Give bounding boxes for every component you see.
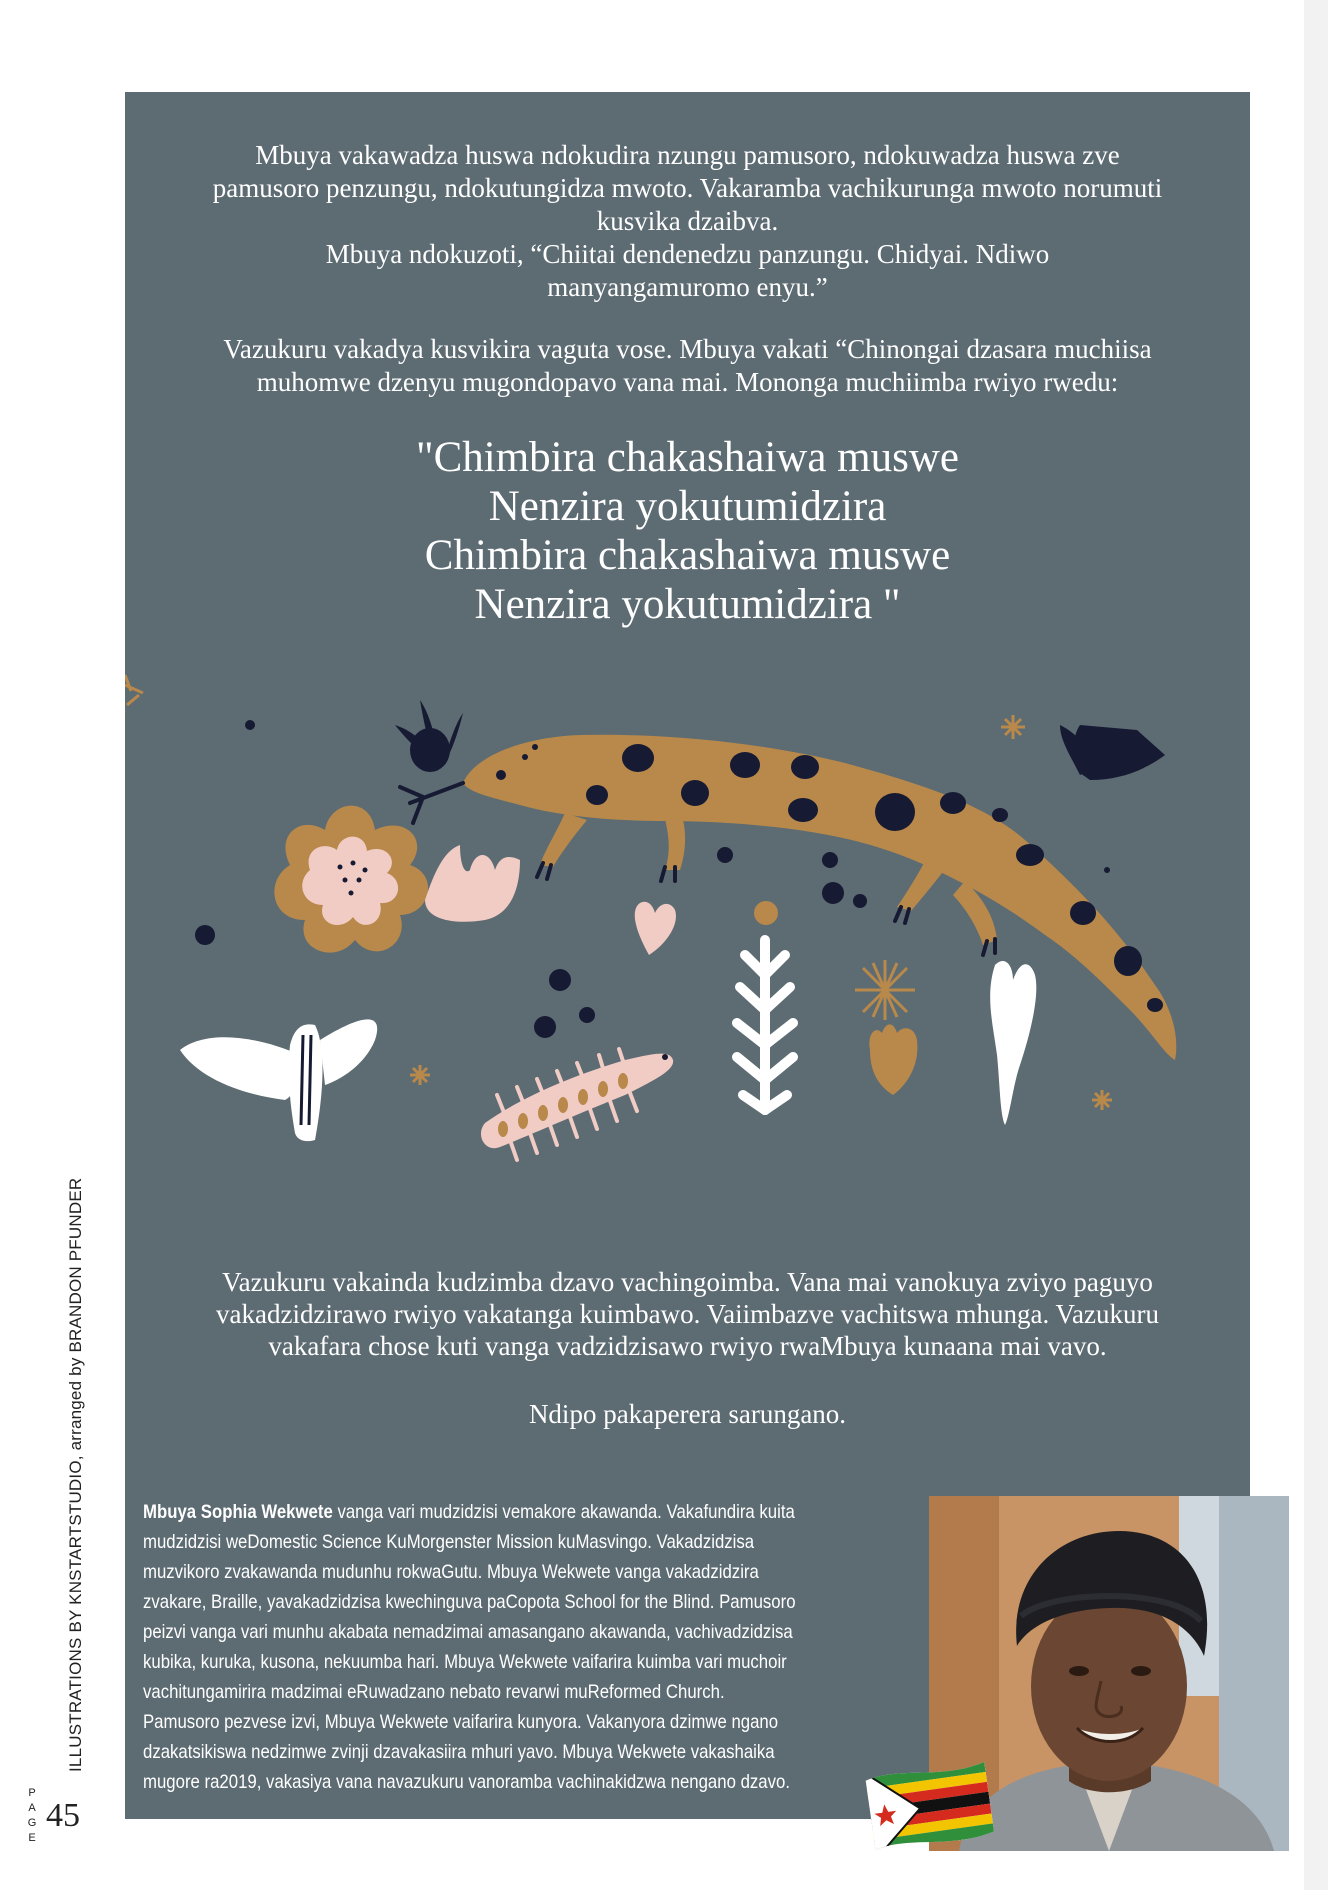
page-number: 45: [46, 1797, 80, 1834]
story-line: Mbuya vakawadza huswa ndokudira nzungu pamusoro, ndokuwadza huswa zve: [255, 140, 1120, 170]
story-line: Mbuya ndokuzoti, “Chiitai dendenedzu panzungu. Chidyai. Ndiwo: [325, 239, 1050, 269]
author-name: Mbuya Sophia Wekwete: [143, 1501, 333, 1523]
bio-line: peizvi vanga vari munhu akabata nemadzimai amasangano akawanda, vachivadzidzisa: [143, 1621, 793, 1643]
zimbabwe-flag-icon: [865, 1760, 995, 1855]
lizard-illustration: [125, 655, 1250, 1175]
page-edge-strip: [1304, 0, 1328, 1890]
star-icon: [1001, 715, 1025, 739]
leaf-icon: [990, 961, 1036, 1125]
star-icon: [1092, 1090, 1112, 1110]
illustration-credit: ILLUSTRATIONS BY KNSTARTSTUDIO, arranged by BRANDON PFUNDER: [66, 1177, 85, 1772]
song-line: Nenzira yokutumidzira ": [474, 581, 901, 628]
story-line: manyangamuromo enyu.”: [547, 272, 828, 302]
bio-line: kubika, kuruka, kusona, nekuumba hari. Mbuya Wekwete vaifarira kuimba vari muchoir: [143, 1651, 787, 1673]
starburst-icon: [855, 960, 915, 1020]
page-label-letter: A: [28, 1802, 36, 1814]
bio-line-text: vanga vari mudzidzisi vemakore akawanda. Vakafundira kuita: [332, 1501, 795, 1523]
story-line: Vazukuru vakainda kudzimba dzavo vachingoimba. Vana mai vanokuya zviyo paguyo: [222, 1267, 1153, 1297]
song-verse: [140, 433, 1235, 629]
star-icon: [410, 1065, 430, 1085]
story-paragraph-4: [140, 1398, 1235, 1430]
leaf-icon: [395, 700, 463, 772]
bio-line: mudzidzisi weDomestic Science KuMorgenster Mission kuMasvingo. Vakadzidzisa: [143, 1531, 755, 1553]
page-label: [26, 1786, 38, 1846]
story-paragraph-1: [140, 139, 1235, 304]
story-ending: Ndipo pakaperera sarungano.: [528, 1399, 847, 1429]
bio-line: dzakatsikiswa nedzimwe zvinji dzavakasiira mhuri yavo. Mbuya Wekwete vakashaika: [143, 1741, 775, 1763]
story-line: vakafara chose kuti vanga vadzidzisawo rwiyo rwaMbuya kunaana mai vavo.: [268, 1331, 1107, 1361]
flower-icon: [274, 806, 428, 953]
story-line: kusvika dzaibva.: [596, 206, 779, 236]
bio-line: mugore ra2019, vakasiya vana navazukuru vanoramba vachinakidzwa nengano dzavo.: [143, 1771, 790, 1793]
bio-line: Pamusoro pezvese izvi, Mbuya Wekwete vaifarira kunyora. Vakanyora dzimwe ngano: [143, 1711, 779, 1733]
bio-line: vachitungamirira madzimai eRuwadzano nebato revarwi muReformed Church.: [143, 1681, 725, 1703]
song-line: Chimbira chakashaiwa muswe: [424, 532, 951, 579]
author-bio: [143, 1497, 796, 1797]
white-flower-icon: [180, 1019, 377, 1141]
bio-line: muzvikoro zvakawanda mudunhu rokwaGutu. Mbuya Wekwete vanga vakadzidzira: [143, 1561, 759, 1583]
bio-line: [143, 1497, 795, 1527]
song-line: Nenzira yokutumidzira: [488, 483, 887, 530]
star-icon: [125, 675, 143, 705]
story-line: pamusoro penzungu, ndokutungidza mwoto. Vakaramba vachikurunga mwoto norumuti: [212, 173, 1163, 203]
story-paragraph-3: [140, 1266, 1235, 1362]
fern-icon: [737, 940, 793, 1110]
bio-line: zvakare, Braille, yavakadzidzisa kwechinguva paCopota School for the Blind. Pamusoro: [143, 1591, 796, 1613]
page-label-letter: E: [28, 1832, 36, 1844]
story-line: Vazukuru vakadya kusvikira vaguta vose. Mbuya vakati “Chinongai dzasara muchiisa: [223, 334, 1152, 364]
story-paragraph-2: [140, 333, 1235, 399]
heart-icon: [635, 902, 676, 955]
story-line: muhomwe dzenyu mugondopavo vana mai. Mononga muchiimba rwiyo rwedu:: [256, 367, 1119, 397]
story-line: vakadzidzirawo rwiyo vakatanga kuimbawo. Vaiimbazve vachitswa mhunga. Vazukuru: [216, 1299, 1159, 1329]
lizard: [400, 735, 1176, 1060]
page-label-letter: P: [28, 1787, 36, 1799]
tulip-icon: [425, 845, 520, 922]
song-line: "Chimbira chakashaiwa muswe: [416, 434, 959, 481]
page-label-letter: G: [27, 1817, 37, 1829]
leaf-icon: [1060, 725, 1165, 780]
centipede-icon: [481, 1049, 673, 1160]
tulip-icon: [869, 1024, 917, 1095]
